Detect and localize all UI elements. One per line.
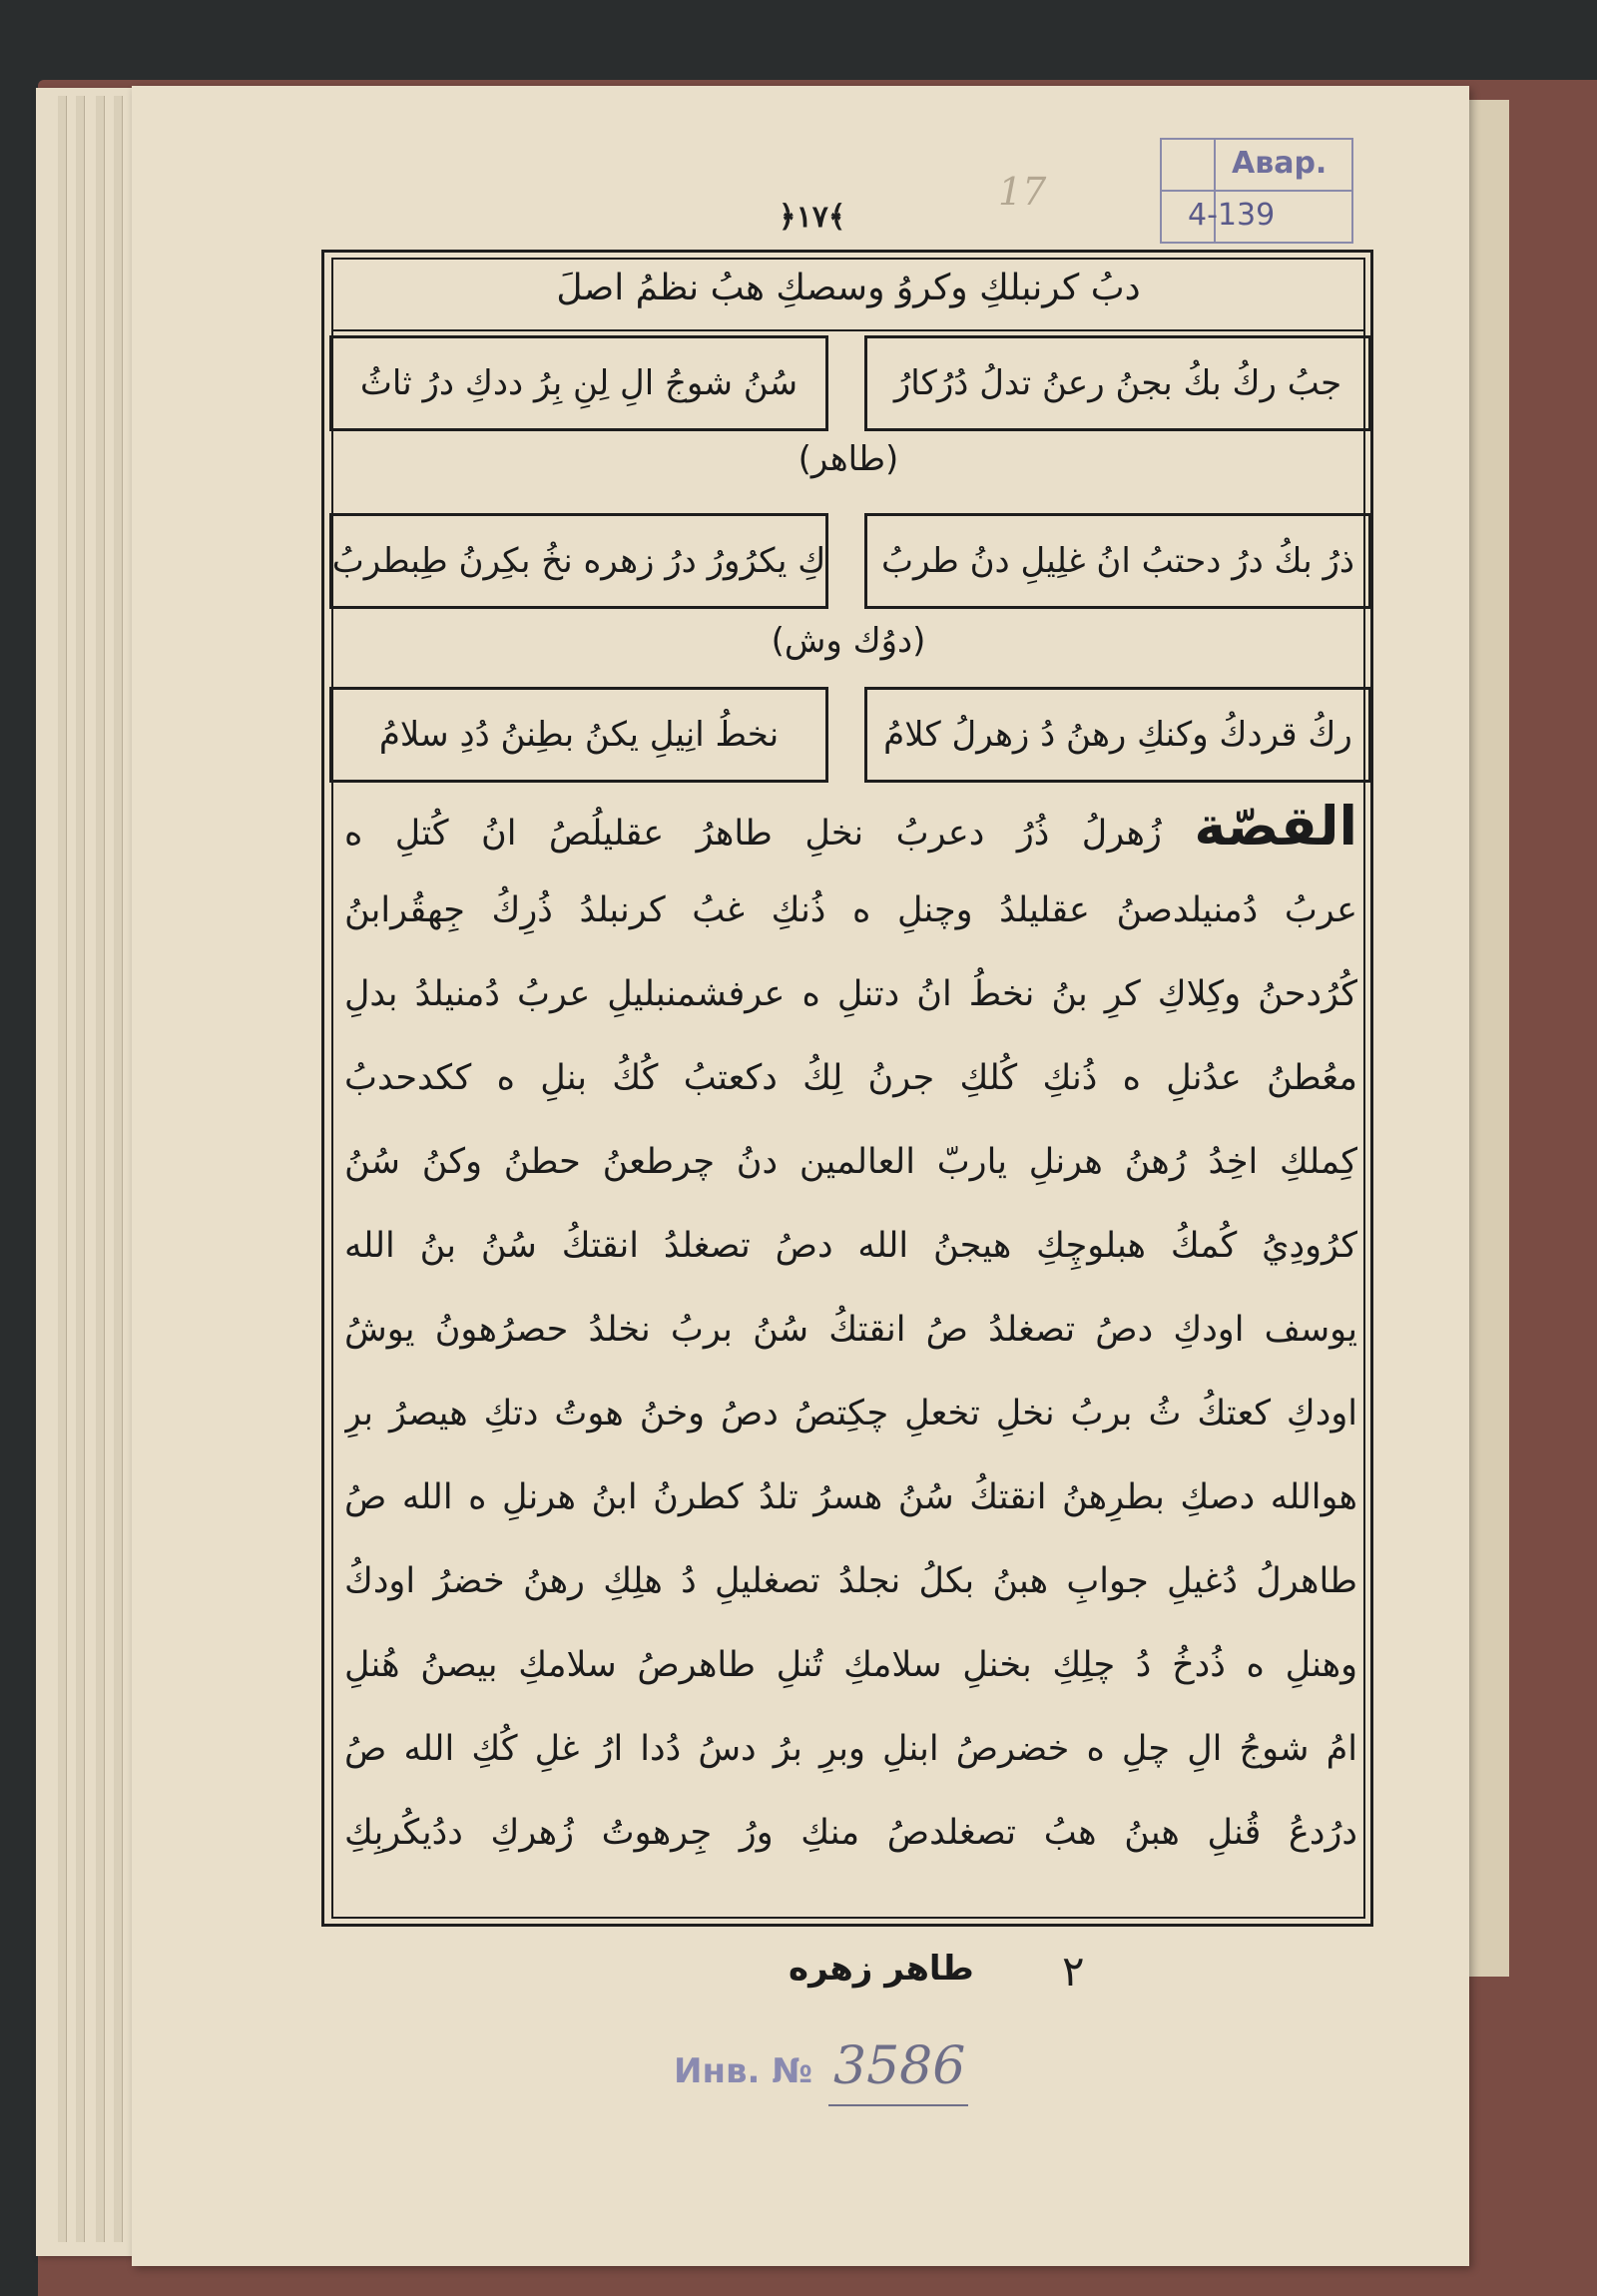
prose-line: كِملكِ اخِدُ رُهنُ هرنلِ ياربّ العالمين دنُ چرطعنُ حطنُ وكنُ سُنُ — [344, 1142, 1357, 1182]
verse-text: كِ يكرُورُ درُ زهره نخُ بكِرنُ طِبطربُ — [331, 541, 826, 581]
page-edge — [96, 96, 105, 2242]
page-edge — [76, 96, 85, 2242]
signature-number: ٢ — [1062, 1947, 1085, 1996]
title-divider — [331, 329, 1365, 331]
verse-cell-right — [864, 335, 1371, 431]
prose-line — [344, 785, 1357, 875]
verse-text: نخطُ انِيلِ يكنُ بطِننُ دُدِ سلامُ — [378, 715, 780, 755]
verse-cell-right — [864, 513, 1371, 609]
prose-line-text: زُهرلُ ذُرُ دعربُ نخلِ طاهرُ عقليلُصُ انُ كُتلِ ه — [344, 814, 1162, 854]
page-edge — [114, 96, 123, 2242]
verse-text: ركُ قردكُ وكنكِ رهنُ دُ زهرلُ كلامُ — [883, 715, 1352, 755]
stamp-shelf-mark: 4-139 — [1188, 198, 1276, 233]
verse-text: ذرُ بكُ درُ دحتبُ انُ غلِيلِ دنُ طربُ — [880, 541, 1355, 581]
speaker-label: (طاهر) — [798, 439, 899, 479]
prose-line: يوسف اودكِ دصُ تصغلدُ صُ انقتكُ سُنُ بربُ نخلدُ حصرُهونُ يوشُ — [344, 1310, 1357, 1350]
handwritten-page-number: 17 — [998, 170, 1047, 214]
prose-line: عربُ دُمنيلدصنُ عقليلدُ وچنلِ ه ذُنكِ غبُ كرنبلدُ ذُرِكُ جِهقُرابنُ — [344, 890, 1357, 930]
prose-line: معُطنُ عدُنلِ ه ذُنكِ كُلكِ جرنُ لِكُ دكعتبُ كُكُ بنلِ ه ككدحدبُ — [344, 1058, 1357, 1098]
verse-cell-right — [864, 687, 1371, 783]
prose-line: كُرُدحنُ وكِلاكِ كرِ بنُ نخطُ انُ دتنلِ ه عرفشمنبليلِ عربُ دُمنيلدُ بدلِ — [344, 974, 1357, 1014]
verse-text: جبُ ركُ بكُ بجنُ رعنُ تدلُ دُرُكارُ — [893, 363, 1342, 403]
prose-line: امُ شوجُ الِ چلِ ه خضرصُ ابنلِ وبرِ برُ دسُ دُدا ارُ غلِ كُكِ الله صُ — [344, 1729, 1357, 1769]
stamp-divider — [1162, 190, 1351, 192]
verse-cell-left — [329, 687, 828, 783]
page-number: ﴿۱۷﴾ — [779, 200, 846, 235]
inventory-label: Инв. № — [674, 2051, 813, 2091]
verse-cell-left — [329, 513, 828, 609]
verse-text: سُنُ شوجُ الِ لِنِ بِرُ ددكِ درُ ثاثُ — [359, 363, 798, 403]
prose-line: درُدعُ قُنلِ هبنُ هبُ تصغلدصُ منكِ ورُ جِرهوتُ زُهركِ ددُيكُربِكِ — [344, 1813, 1357, 1853]
prose-line: هوالله دصكِ بطرِهنُ انقتكُ سُنُ هسرُ تلدُ كطرنُ ابنُ هرنلِ ه الله صُ — [344, 1477, 1357, 1517]
inventory-underline — [828, 2104, 968, 2106]
prose-line: اودكِ كعتكُ ثُ بربُ نخلِ تخعلِ چكِتصُ دصُ وخنُ هوتُ دتكِ هيصرُ برِ — [344, 1394, 1357, 1434]
prose-line: كرُودِيُ كُمكُ هبلوچِكِ هيجنُ الله دصُ تصغلدُ انقتكُ سُنُ بنُ الله — [344, 1226, 1357, 1266]
speaker-label: (دوُك وش) — [771, 621, 926, 661]
story-heading: القصّة — [1194, 795, 1357, 858]
prose-line: طاهرلُ دُغيلِ جوابِ هبنُ بكلُ نجلدُ تصغليلِ دُ هلِكِ رهنُ خضرُ اودكُ — [344, 1561, 1357, 1601]
library-stamp — [1160, 138, 1353, 244]
prose-line: وهنلِ ه ذُدخُ دُ چلِكِ بخنلِ سلامكِ تُنلِ طاهرصُ سلامكِ بيصنُ هُنلِ — [344, 1645, 1357, 1685]
inventory-number: 3586 — [833, 2036, 966, 2096]
signature-title: طاهر زهره — [789, 1949, 974, 1989]
verse-cell-left — [329, 335, 828, 431]
stamp-abbreviation: Авар. — [1232, 146, 1328, 181]
verse-title: دبُ كرنبلكِ وكروُ وسصكِ هبُ نظمُ اصلَ — [556, 268, 1141, 308]
page-edge — [58, 96, 67, 2242]
